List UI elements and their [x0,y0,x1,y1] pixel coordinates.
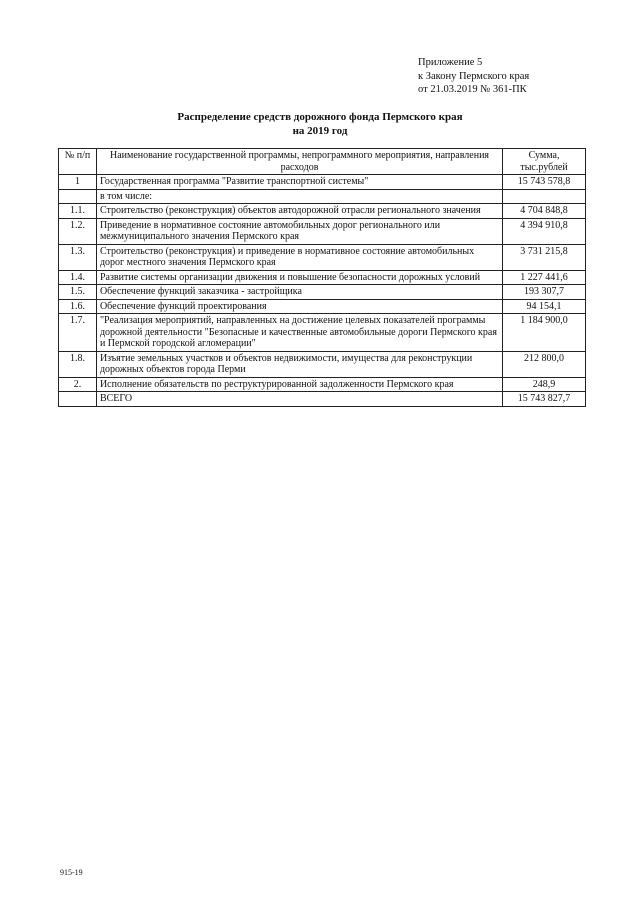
row-num: 1.2. [59,218,97,244]
row-name: Изъятие земельных участков и объектов недвижимости, имущества для реконструкции дорожных объектов города Перми [96,351,502,377]
row-num: 1.7. [59,314,97,352]
row-num: 2. [59,377,97,392]
row-num [59,189,97,204]
row-name: Государственная программа "Развитие транспортной системы" [96,175,502,190]
row-name: Развитие системы организации движения и повышение безопасности дорожных условий [96,270,502,285]
row-num: 1.4. [59,270,97,285]
road-fund-table [58,148,586,407]
row-sum: 15 743 578,8 [503,175,586,190]
row-num: 1.1. [59,204,97,219]
row-name: Строительство (реконструкция) и приведение в нормативное состояние автомобильных дорог местного значения Пермского края [96,244,502,270]
row-name: Строительство (реконструкция) объектов автодорожной отрасли регионального значения [96,204,502,219]
table-total-row [59,392,586,407]
table-row [59,244,586,270]
row-sum [503,189,586,204]
header-name: Наименование государственной программы, непрограммного мероприятия, направления расходов [96,149,502,175]
row-sum: 212 800,0 [503,351,586,377]
table-row [59,270,586,285]
table-row [59,285,586,300]
appendix-header [418,56,529,97]
appendix-line-3: от 21.03.2019 № 361-ПК [418,84,527,95]
table-row [59,189,586,204]
row-sum: 1 184 900,0 [503,314,586,352]
row-num [59,392,97,407]
row-sum: 15 743 827,7 [503,392,586,407]
header-num: № п/п [59,149,97,175]
row-sum: 193 307,7 [503,285,586,300]
row-sum: 3 731 215,8 [503,244,586,270]
row-name: "Реализация мероприятий, направленных на достижение целевых показателей программы дорожной деятельности "Безопасные и качественные автомобильные дороги Пермского края и Пермской городской агломерации" [96,314,502,352]
row-sum: 4 394 910,8 [503,218,586,244]
row-sum: 94 154,1 [503,299,586,314]
table-row [59,314,586,352]
table-row [59,175,586,190]
row-name: Обеспечение функций заказчика - застройщика [96,285,502,300]
row-name: ВСЕГО [96,392,502,407]
row-num: 1.5. [59,285,97,300]
row-sum: 248,9 [503,377,586,392]
footer-code: 915-19 [60,868,83,877]
row-num: 1.8. [59,351,97,377]
table-row [59,377,586,392]
row-num: 1.6. [59,299,97,314]
title-line-2: на 2019 год [292,125,348,137]
table-row [59,218,586,244]
document-title [0,110,640,138]
row-num: 1.3. [59,244,97,270]
appendix-line-2: к Закону Пермского края [418,70,530,82]
row-name: Исполнение обязательств по реструктурированной задолженности Пермского края [96,377,502,392]
table-row [59,299,586,314]
table-row [59,351,586,377]
row-name: в том числе: [96,189,502,204]
table-row [59,204,586,219]
appendix-line-1: Приложение 5 [418,57,483,68]
row-sum: 4 704 848,8 [503,204,586,219]
table-header-row [59,149,586,175]
row-num: 1 [59,175,97,190]
header-sum: Сумма, тыс.рублей [503,149,586,175]
row-name: Обеспечение функций проектирования [96,299,502,314]
row-name: Приведение в нормативное состояние автомобильных дорог регионального или межмуниципального значения Пермского края [96,218,502,244]
title-line-1: Распределение средств дорожного фонда Пермского края [177,111,463,123]
row-sum: 1 227 441,6 [503,270,586,285]
